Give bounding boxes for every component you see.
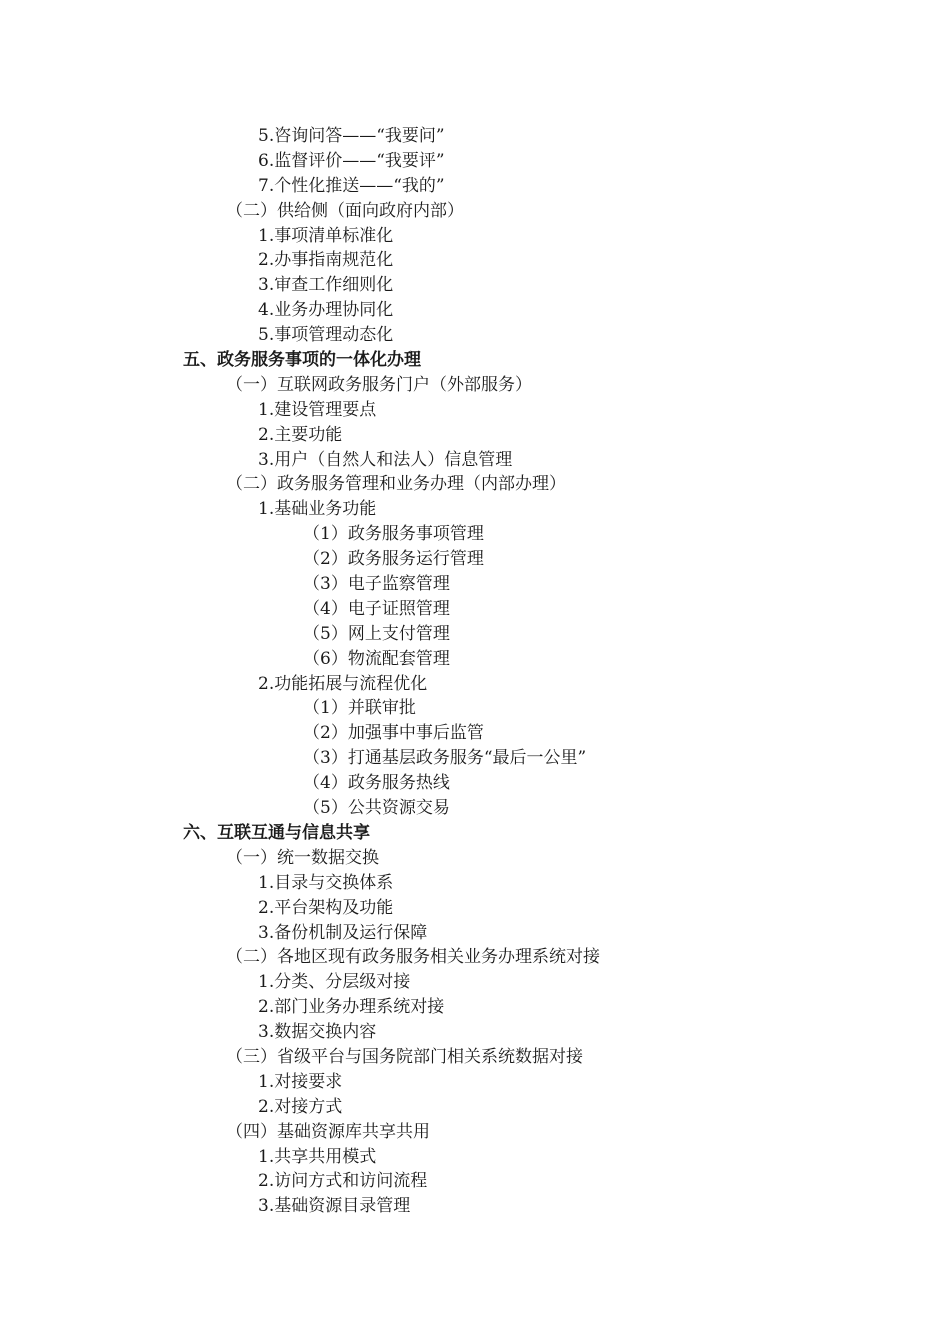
section-heading: 五、政务服务事项的一体化办理 xyxy=(183,350,421,371)
list-item: 2.部门业务办理系统对接 xyxy=(258,997,445,1018)
list-item: 1.对接要求 xyxy=(258,1071,343,1092)
subsection-item: （三）省级平台与国务院部门相关系统数据对接 xyxy=(226,1046,583,1067)
list-item: （1）政务服务事项管理 xyxy=(303,524,484,545)
list-item: 4.业务办理协同化 xyxy=(258,300,394,321)
subsection-item: （二）供给侧（面向政府内部） xyxy=(226,200,464,221)
list-item: （4）电子证照管理 xyxy=(303,598,450,619)
list-item: 1.建设管理要点 xyxy=(258,399,377,420)
subsection-item: （二）各地区现有政务服务相关业务办理系统对接 xyxy=(226,947,600,968)
list-item: 3.备份机制及运行保障 xyxy=(258,922,428,943)
list-item: 3.审查工作细则化 xyxy=(258,275,394,296)
list-item: 2.访问方式和访问流程 xyxy=(258,1171,428,1192)
list-item: （3）电子监察管理 xyxy=(303,574,450,595)
list-item: 5.咨询问答——“我要问” xyxy=(258,126,445,146)
list-item: 3.数据交换内容 xyxy=(258,1022,377,1043)
subsection-item: （四）基础资源库共享共用 xyxy=(226,1121,430,1142)
list-item: 2.功能拓展与流程优化 xyxy=(258,673,428,694)
outline-list xyxy=(0,124,950,1219)
list-item: 3.基础资源目录管理 xyxy=(258,1196,411,1217)
list-item: 6.监督评价——“我要评” xyxy=(258,150,445,171)
subsection-item: （一）统一数据交换 xyxy=(226,847,379,868)
list-item: （1）并联审批 xyxy=(303,698,416,719)
section-heading: 六、互联互通与信息共享 xyxy=(183,822,370,843)
list-item: （6）物流配套管理 xyxy=(303,648,450,669)
list-item: 2.平台架构及功能 xyxy=(258,897,394,918)
list-item: 1.共享共用模式 xyxy=(258,1146,377,1167)
subsection-item: （一）互联网政务服务门户（外部服务） xyxy=(226,374,532,395)
list-item: 1.目录与交换体系 xyxy=(258,872,394,893)
list-item: （3）打通基层政务服务“最后一公里” xyxy=(303,748,587,769)
list-item: 7.个性化推送——“我的” xyxy=(258,175,445,196)
list-item: 3.用户（自然人和法人）信息管理 xyxy=(258,449,513,470)
list-item: （4）政务服务热线 xyxy=(303,773,450,794)
list-item: （5）公共资源交易 xyxy=(303,798,450,819)
list-item: 2.主要功能 xyxy=(258,424,343,445)
list-item: 1.基础业务功能 xyxy=(258,499,377,520)
subsection-item: （二）政务服务管理和业务办理（内部办理） xyxy=(226,474,566,495)
list-item: （5）网上支付管理 xyxy=(303,623,450,644)
list-item: 2.办事指南规范化 xyxy=(258,250,394,271)
list-item: （2）加强事中事后监管 xyxy=(303,723,484,744)
list-item: 1.事项清单标准化 xyxy=(258,225,394,246)
list-item: 5.事项管理动态化 xyxy=(258,325,394,346)
list-item: 1.分类、分层级对接 xyxy=(258,972,411,993)
list-item: （2）政务服务运行管理 xyxy=(303,549,484,570)
list-item: 2.对接方式 xyxy=(258,1096,343,1117)
